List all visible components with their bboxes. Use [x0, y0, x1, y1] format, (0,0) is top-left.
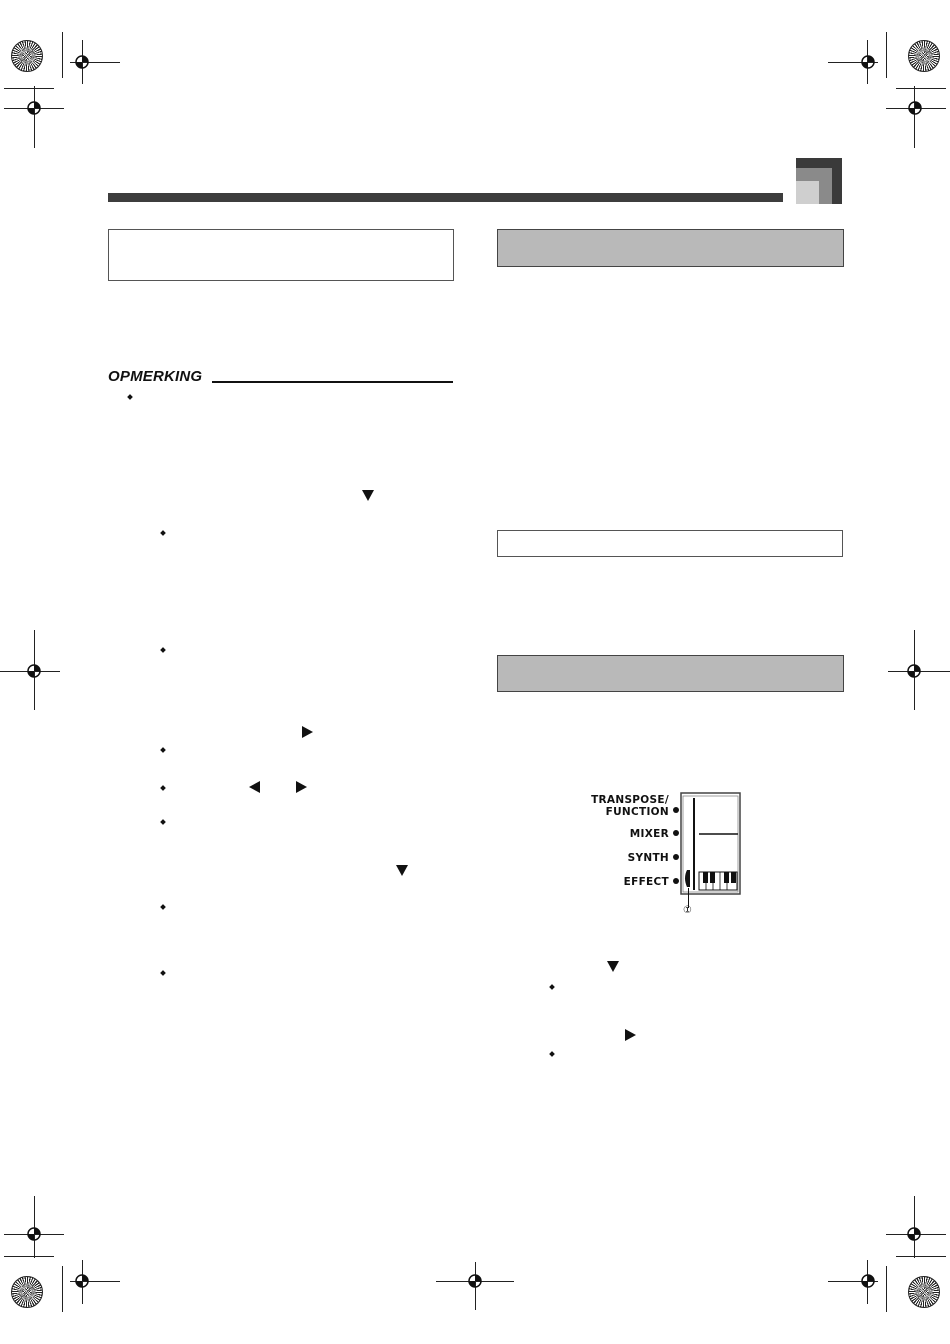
registration-sunburst-icon: [908, 1276, 940, 1308]
registration-sunburst-icon: [908, 40, 940, 72]
indicator-dot: [673, 878, 679, 884]
bullet-icon: [160, 785, 166, 791]
bullet-icon: [160, 904, 166, 910]
indicator-dot: [673, 807, 679, 813]
bullet-icon: [160, 647, 166, 653]
page-header-bar: [108, 193, 783, 202]
bullet-icon: [549, 984, 555, 990]
right-arrow-icon: [296, 781, 307, 793]
bullet-icon: [160, 819, 166, 825]
indicator-label-synth: SYNTH: [627, 852, 669, 864]
registration-target-icon: [857, 1270, 879, 1292]
note-heading: OPMERKING: [108, 368, 203, 385]
registration-target-icon: [71, 51, 93, 73]
lcd-display-icon: [680, 792, 742, 896]
right-arrow-icon: [625, 1029, 636, 1041]
indicator-label-effect: EFFECT: [623, 876, 669, 888]
bullet-icon: [160, 970, 166, 976]
registration-target-icon: [23, 97, 45, 119]
right-section-header-2: [497, 655, 844, 692]
right-arrow-icon: [302, 726, 313, 738]
bullet-icon: [160, 747, 166, 753]
indicator-dot: [673, 854, 679, 860]
registration-target-icon: [23, 1223, 45, 1245]
callout-number: ①: [683, 905, 692, 916]
bullet-icon: [549, 1051, 555, 1057]
indicator-label-mixer: MIXER: [629, 828, 669, 840]
registration-target-icon: [464, 1270, 486, 1292]
down-arrow-icon: [607, 961, 619, 972]
down-arrow-icon: [396, 865, 408, 876]
down-arrow-icon: [362, 490, 374, 501]
left-arrow-icon: [249, 781, 260, 793]
registration-target-icon: [903, 1223, 925, 1245]
registration-target-icon: [903, 660, 925, 682]
note-rule: [212, 381, 453, 383]
registration-sunburst-icon: [11, 1276, 43, 1308]
indicator-label-transpose-function: TRANSPOSE/ FUNCTION: [591, 794, 669, 818]
bullet-icon: [160, 530, 166, 536]
registration-target-icon: [904, 97, 926, 119]
registration-target-icon: [857, 51, 879, 73]
left-heading-box: [108, 229, 454, 281]
bullet-icon: [127, 394, 133, 400]
right-section-header-1: [497, 229, 844, 267]
registration-target-icon: [23, 660, 45, 682]
right-subheading-box: [497, 530, 843, 557]
indicator-dot: [673, 830, 679, 836]
registration-target-icon: [71, 1270, 93, 1292]
chapter-tab-inner: [796, 181, 819, 204]
registration-sunburst-icon: [11, 40, 43, 72]
